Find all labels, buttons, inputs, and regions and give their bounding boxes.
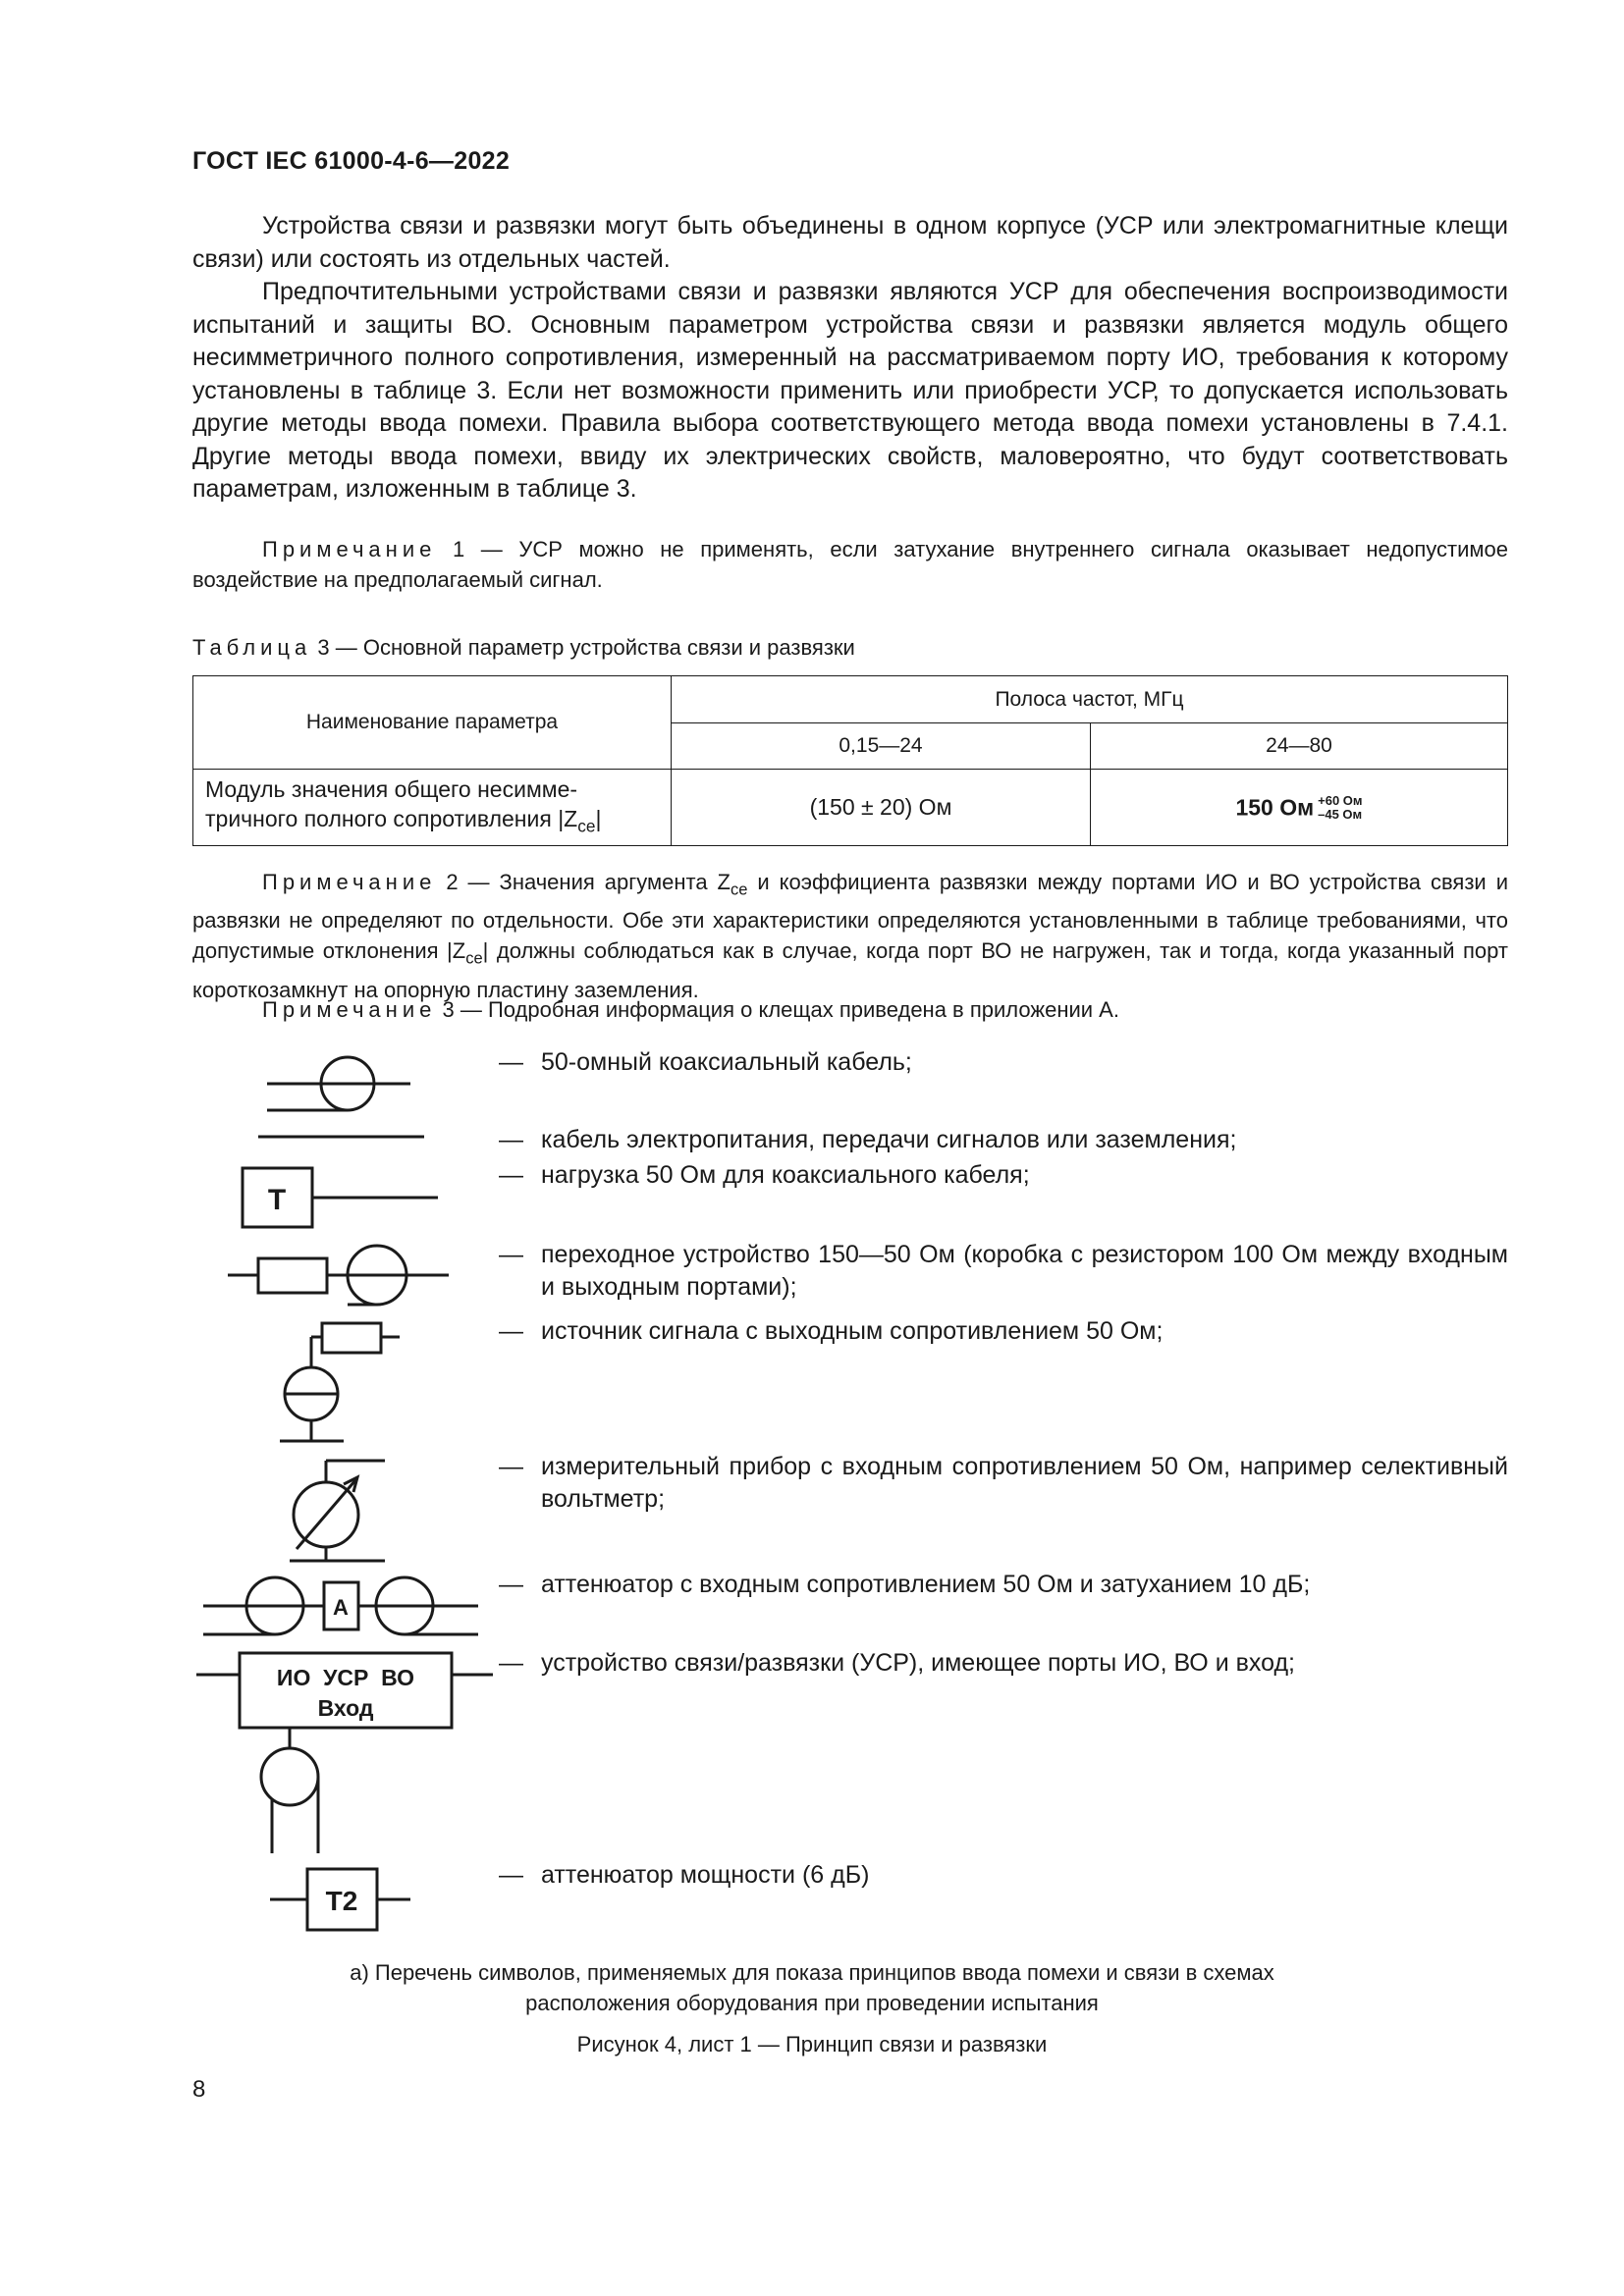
value-main: 150 Ом [1235, 794, 1315, 821]
note-2-sub-2: ce [465, 949, 483, 968]
power-attenuator-label: T2 [325, 1886, 358, 1916]
note-3-text: — Подробная информация о клещах приведена в приложении А. [454, 997, 1119, 1022]
load-label: T [267, 1184, 287, 1216]
legend-item-8: — устройство связи/развязки (УСР), имеющее порты ИО, ВО и вход; [499, 1649, 1295, 1677]
page-number: 8 [192, 2076, 206, 2103]
note-1-number: 1 [452, 537, 465, 561]
paragraph-2: Предпочтительными устройствами связи и развязки являются УСР для обеспечения воспроизводимости испытаний и защиты ВО. Основным параметром устройства связи и развязки является модуль общего несимметричного полного сопротивления, измеренный на рассматриваемом порту ИО, требования к которому установлены в таблице 3. Если нет возможности применить или приобрести УСР, то допускается использовать другие методы ввода помехи. Правила выбора соответствующего метода ввода помехи установлены в 7.4.1. Другие методы ввода помехи, ввиду их электрических свойств, маловероятно, что будут соответствовать параметрам, изложенным в таблице 3. [192, 278, 1508, 503]
cdn-input-label: Вход [317, 1695, 374, 1721]
note-1-label: Примечание [262, 537, 437, 561]
measuring-instrument-symbol [290, 1461, 385, 1561]
note-2-part-3: | должны соблюдаться как в случае, когда порт ВО не нагружен, так и тогда, когда указанный порт короткозамкнут на опорную пластину заземления. [192, 938, 1508, 1002]
param-line-2: тричного полного сопротивления |Z [205, 805, 578, 831]
header-parameter-name: Наименование параметра [193, 676, 672, 770]
param-subscript: ce [577, 816, 596, 836]
note-2-part-1: — Значения аргумента Z [458, 870, 731, 894]
adapter-symbol [228, 1246, 449, 1305]
table-caption-text: 3 — Основной параметр устройства связи и развязки [311, 635, 855, 660]
note-2-number: 2 [446, 870, 459, 894]
legend-item-1: — 50-омный коаксиальный кабель; [499, 1048, 912, 1076]
signal-source-symbol [280, 1323, 400, 1441]
table-caption-label: Таблица [192, 635, 312, 660]
legend-item-5: — источник сигнала с выходным сопротивлением 50 Ом; [499, 1317, 1164, 1345]
figure-caption: Рисунок 4, лист 1 — Принцип связи и развязки [576, 2032, 1048, 2056]
note-2-label: Примечание [262, 870, 437, 894]
header-band-2: 24—80 [1091, 723, 1508, 770]
param-line-1: Модуль значения общего несимме- [205, 775, 578, 802]
attenuator-label: A [333, 1595, 349, 1620]
note-3-number: 3 [442, 997, 455, 1022]
note-2-part-2: и коэффициента развязки между портами ИО и ВО устройства связи и развязки не определяют по отдельности. Обе эти характеристики определяются установленными в таблице требованиями, что допустимые отклонения |Z [192, 870, 1508, 964]
legend-item-3: — нагрузка 50 Ом для коаксиального кабеля; [499, 1161, 1030, 1189]
legend-item-7: — аттенюатор с входным сопротивлением 50 Ом и затуханием 10 дБ; [499, 1571, 1311, 1598]
tolerance-plus: +60 Ом [1318, 792, 1363, 808]
coaxial-cable-symbol [267, 1057, 410, 1110]
note-2-sub-1: ce [731, 881, 748, 899]
legend-item-2: — кабель электропитания, передачи сигналов или заземления; [499, 1126, 1237, 1153]
paragraph-1: Устройства связи и развязки могут быть объединены в одном корпусе (УСР или электромагнитные клещи связи) или состоять из отдельных частей. [192, 212, 1508, 273]
param-end: | [595, 805, 602, 831]
row-value-band-1: (150 ± 20) Ом [672, 770, 1091, 846]
legend-item-6: — измерительный прибор с входным сопротивлением 50 Ом, например селективный вольтметр; [499, 1453, 1508, 1513]
tolerance-minus: –45 Ом [1318, 806, 1363, 822]
header-frequency-band: Полоса частот, МГц [672, 676, 1508, 723]
figure-subcaption: а) Перечень символов, применяемых для показа принципов ввода помехи и связи в схемах расположения оборудования при проведении испытания [350, 1960, 1274, 2015]
legend-item-4: — переходное устройство 150—50 Ом (коробка с резистором 100 Ом между входным и выходным портами); [499, 1241, 1508, 1301]
note-3-label: Примечание [262, 997, 437, 1022]
header-band-1: 0,15—24 [672, 723, 1091, 770]
note-1-text: — УСР можно не применять, если затухание внутреннего сигнала оказывает недопустимое воздействие на предполагаемый сигнал. [192, 537, 1508, 592]
document-header: ГОСТ IEC 61000-4-6—2022 [192, 147, 511, 175]
cdn-ports-label: ИО УСР ВО [276, 1665, 415, 1690]
legend-item-9: — аттенюатор мощности (6 дБ) [499, 1861, 870, 1889]
